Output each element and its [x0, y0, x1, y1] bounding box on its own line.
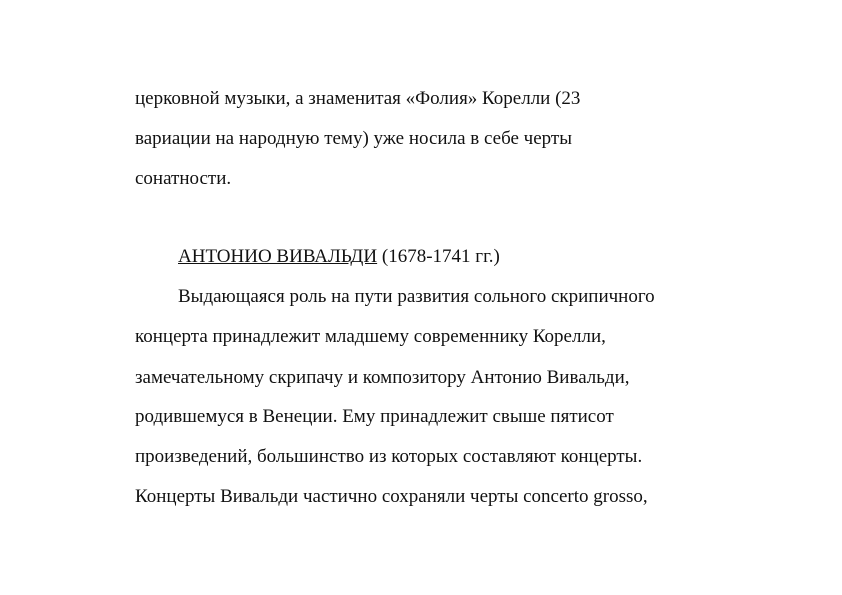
paragraph-line: произведений, большинство из которых составляют концерты. [135, 446, 643, 467]
paragraph-line: сонатности. [135, 168, 232, 189]
heading-name: АНТОНИО ВИВАЛЬДИ [178, 246, 378, 267]
paragraph-line: Выдающаяся роль на пути развития сольного скрипичного [178, 286, 655, 307]
paragraph-line: замечательному скрипачу и композитору Антонио Вивальди, [135, 367, 630, 388]
section-heading [178, 245, 500, 269]
paragraph-line: родившемуся в Венеции. Ему принадлежит свыше пятисот [135, 406, 614, 427]
heading-dates: (1678-1741 гг.) [377, 246, 500, 267]
paragraph-line: Концерты Вивальди частично сохраняли черты concerto grosso, [135, 486, 648, 507]
paragraph-line: концерта принадлежит младшему современнику Корелли, [135, 326, 606, 347]
paragraph-line: вариации на народную тему) уже носила в себе черты [135, 128, 572, 149]
paragraph-line: церковной музыки, а знаменитая «Фолия» Корелли (23 [135, 88, 581, 109]
